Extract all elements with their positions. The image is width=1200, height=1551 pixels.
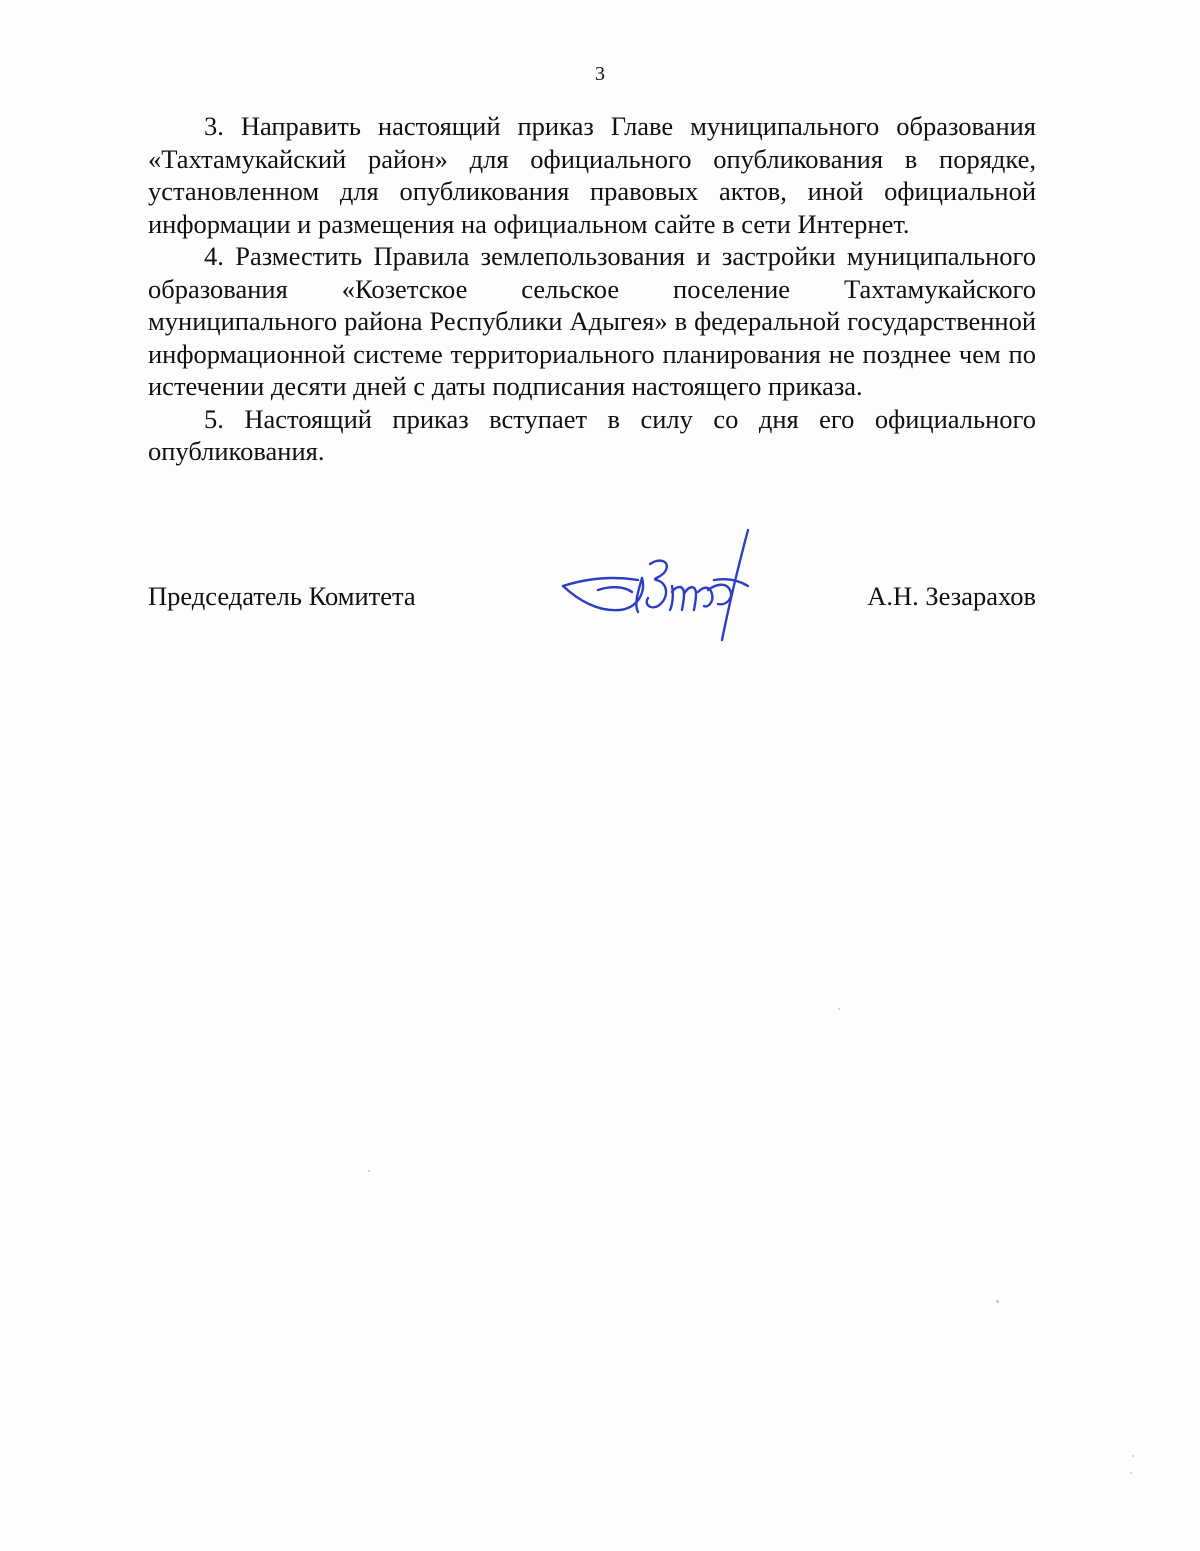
paragraph-5: 5. Настоящий приказ вступает в силу со дня его официального опубликования. [148, 403, 1036, 466]
scan-speck [838, 1008, 840, 1010]
scan-speck [1132, 1455, 1134, 1457]
signatory-title: Председатель Комитета [148, 581, 416, 611]
page-number: 3 [595, 63, 605, 85]
handwritten-signature [558, 520, 768, 650]
signature-block [148, 520, 1036, 650]
scan-speck [996, 1300, 999, 1303]
scan-speck [368, 1170, 370, 1172]
signatory-name: А.Н. Зезарахов [867, 581, 1036, 611]
document-body [148, 110, 1036, 468]
paragraph-4: 4. Разместить Правила землепользования и застройки муниципального образования «Козетское сельское поселение Тахтамукайского муниципального района Республики Адыгея» в федеральной государственной информационной системе территориального планирования не позднее чем по истечении десяти дней с даты подписания настоящего приказа. [148, 241, 1036, 401]
scan-speck [1130, 1472, 1132, 1474]
paragraph-3: 3. Направить настоящий приказ Главе муниципального образования «Тахтамукайский район» для официального опубликования в порядке, установленном для опубликования правовых актов, иной официальной информации и размещения на официальном сайте в сети Интернет. [148, 111, 1036, 239]
